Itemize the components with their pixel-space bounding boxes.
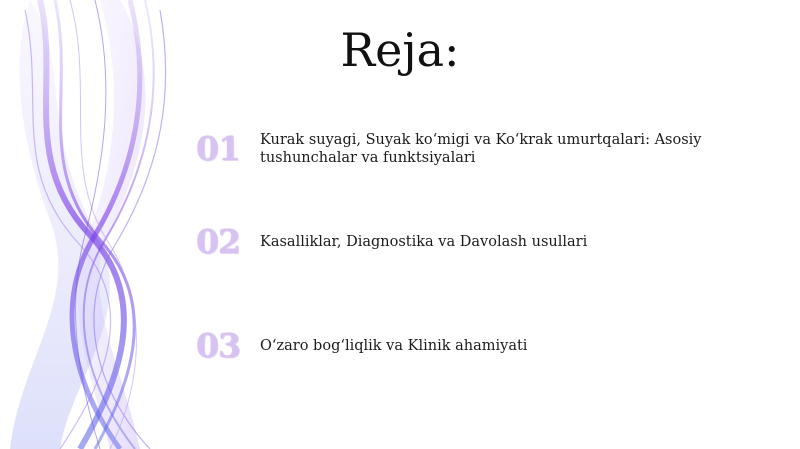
agenda-item-text: O‘zaro bog‘liqlik va Klinik ahamiyati — [260, 338, 528, 354]
agenda-item-number: 03 — [196, 326, 240, 365]
purple-smoke-ribbon-icon — [0, 0, 220, 449]
agenda-item-number: 02 — [196, 222, 240, 261]
agenda-item-number: 01 — [196, 129, 240, 168]
agenda-item-3 — [196, 321, 756, 371]
slide-title: Reja: — [340, 23, 460, 77]
agenda-item-1 — [196, 124, 756, 174]
agenda-item-text: Kurak suyagi, Suyak ko‘migi va Ko‘krak umurtqalari: Asosiy tushunchalar va funktsiyalari — [260, 132, 702, 166]
agenda-item-text: Kasalliklar, Diagnostika va Davolash usullari — [260, 234, 588, 250]
agenda-item-2 — [196, 217, 756, 267]
